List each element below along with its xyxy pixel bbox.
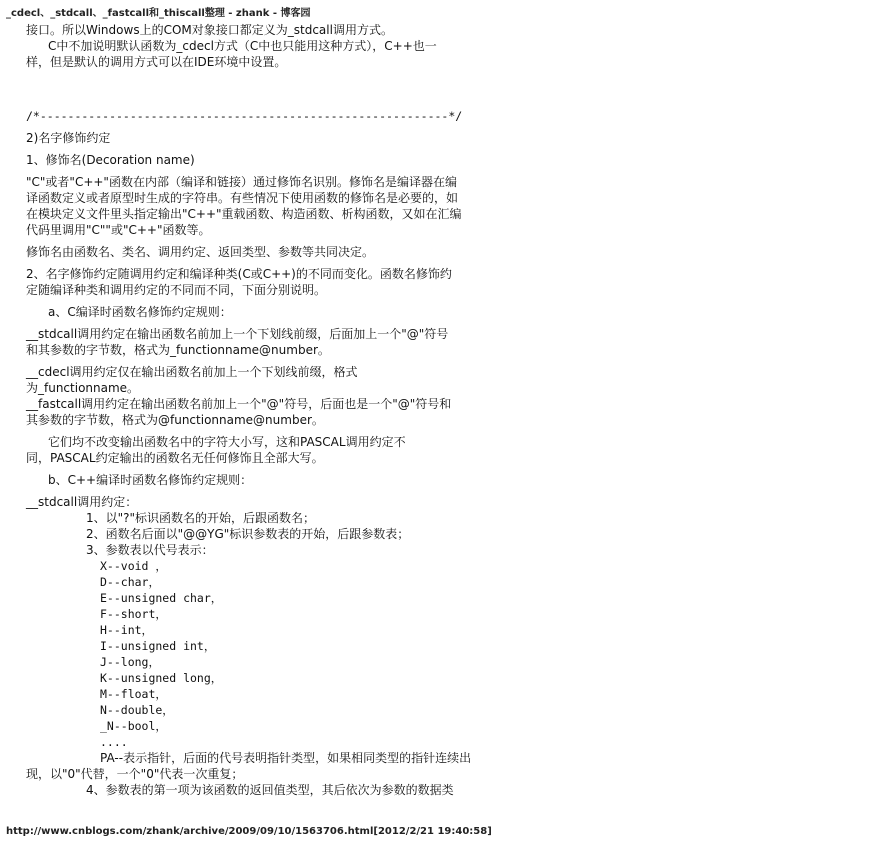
type-code: M--float，	[100, 687, 167, 701]
paragraph-line: __stdcall调用约定：	[26, 495, 138, 509]
paragraph-line: 译函数定义或者原型时生成的字符串。有些情况下使用函数的修饰名是必要的，如	[26, 191, 459, 205]
paragraph-line: 修饰名由函数名、类名、调用约定、返回类型、参数等共同决定。	[26, 245, 375, 259]
type-code: J--long，	[100, 655, 160, 669]
paragraph-line: __cdecl调用约定仅在输出函数名前加上一个下划线前缀，格式	[26, 365, 358, 379]
type-code: E--unsigned char，	[100, 591, 223, 605]
subsection-heading: 1、修饰名(Decoration name)	[26, 153, 195, 167]
rule-heading: a、C编译时函数名修饰约定规则：	[48, 305, 232, 319]
paragraph-line: 定随编译种类和调用约定的不同而不同，下面分别说明。	[26, 283, 327, 297]
paragraph-line: 它们均不改变输出函数名中的字符大小写，这和PASCAL调用约定不	[48, 435, 406, 449]
page-title: _cdecl、_stdcall、_fastcall和_thiscall整理 - zhank - 博客园	[6, 8, 311, 19]
pointer-note-line: PA--表示指针，后面的代号表明指针类型，如果相同类型的指针连续出	[100, 751, 472, 765]
type-code: ....	[100, 735, 128, 749]
type-code: N--double，	[100, 703, 174, 717]
type-code: H--int，	[100, 623, 154, 637]
paragraph-line: 2、名字修饰约定随调用约定和编译种类(C或C++)的不同而变化。函数名修饰约	[26, 267, 452, 281]
step-line: 2、函数名后面以"@@YG"标识参数表的开始，后跟参数表；	[86, 527, 410, 541]
type-code: I--unsigned int，	[100, 639, 216, 653]
section-heading: 2)名字修饰约定	[26, 131, 111, 145]
paragraph-line: 同，PASCAL约定输出的函数名无任何修饰且全部大写。	[26, 451, 324, 465]
type-code: D--char，	[100, 575, 160, 589]
paragraph-line: 和其参数的字节数，格式为_functionname@number。	[26, 343, 330, 357]
paragraph-line: __stdcall调用约定在输出函数名前加上一个下划线前缀，后面加上一个"@"符号	[26, 327, 449, 341]
paragraph-line: 其参数的字节数，格式为@functionname@number。	[26, 413, 324, 427]
type-code: X--void ，	[100, 559, 167, 573]
step-line: 4、参数表的第一项为该函数的返回值类型，其后依次为参数的数据类	[86, 783, 454, 797]
article-body	[26, 22, 586, 798]
type-code: _N--bool，	[100, 719, 167, 733]
type-code: F--short，	[100, 607, 167, 621]
step-line: 1、以"?"标识函数名的开始，后跟函数名；	[86, 511, 316, 525]
paragraph-line: 代码里调用"C""或"C++"函数等。	[26, 223, 211, 237]
source-url: http://www.cnblogs.com/zhank/archive/2009/09/10/1563706.html[2012/2/21 19:40:58]	[6, 826, 492, 837]
intro-line: 样，但是默认的调用方式可以在IDE环境中设置。	[26, 55, 287, 69]
paragraph-line: 在模块定义文件里头指定输出"C++"重载函数、构造函数、析构函数，又如在汇编	[26, 207, 462, 221]
step-line: 3、参数表以代号表示：	[86, 543, 214, 557]
paragraph-line: 为_functionname。	[26, 381, 140, 395]
separator-line: /*-----------------------------------------------------------*/	[26, 109, 463, 123]
paragraph-line: "C"或者"C++"函数在内部（编译和链接）通过修饰名识别。修饰名是编译器在编	[26, 175, 457, 189]
paragraph-line: __fastcall调用约定在输出函数名前加上一个"@"符号，后面也是一个"@"符号和	[26, 397, 452, 411]
type-code: K--unsigned long，	[100, 671, 223, 685]
intro-line: 接口。所以Windows上的COM对象接口都定义为_stdcall调用方式。	[26, 23, 393, 37]
pointer-note-line: 现，以"0"代替，一个"0"代表一次重复；	[26, 767, 244, 781]
rule-heading: b、C++编译时函数名修饰约定规则：	[48, 473, 253, 487]
intro-line: C中不加说明默认函数为_cdecl方式（C中也只能用这种方式），C++也一	[48, 39, 437, 53]
